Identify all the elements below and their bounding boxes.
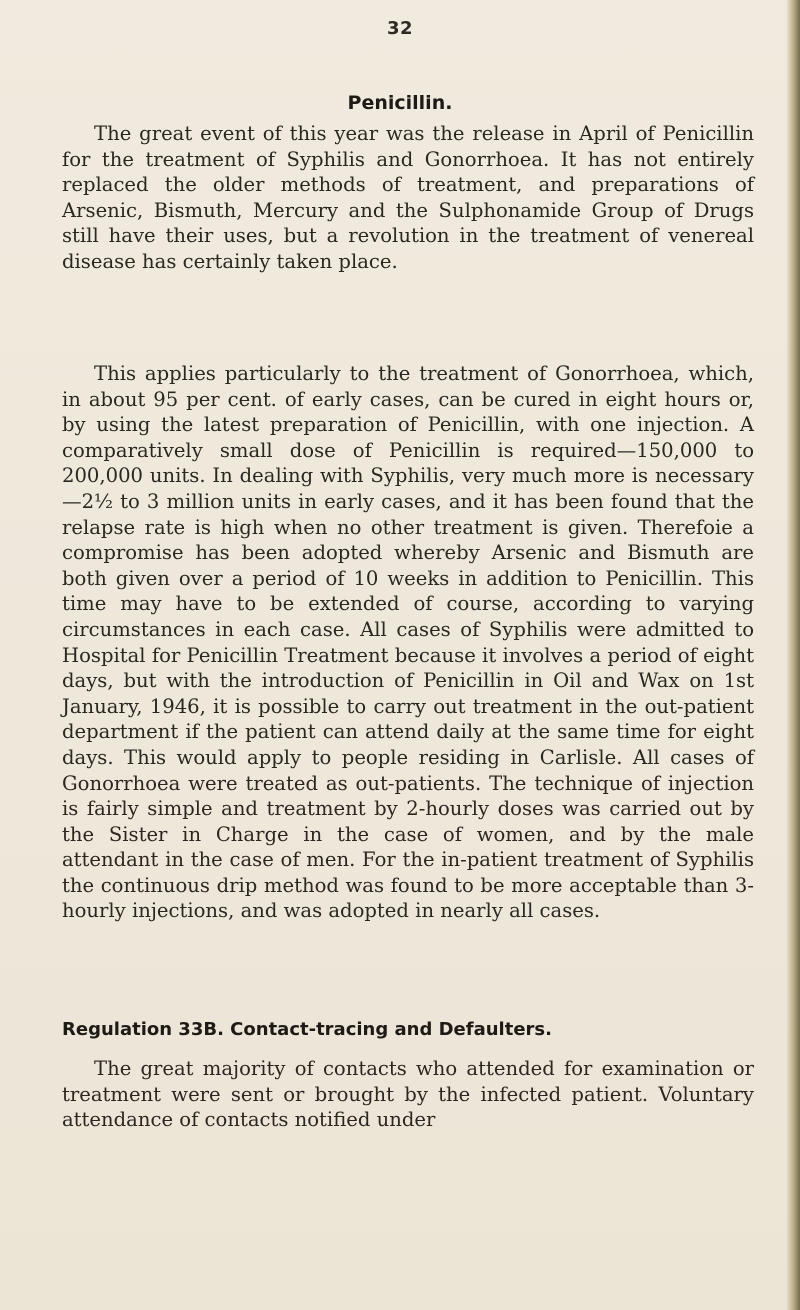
page-number: 32 <box>386 18 414 39</box>
penicillin-heading: Penicillin. <box>347 92 453 114</box>
penicillin-paragraph-1: The great event of this year was the release in April of Penicillin for the treatment of Syphilis and Gonorrhoea. It has not entirely replaced the older methods of treatment, and preparations of Arsenic, Bismuth, Mercury and the Sulphonamide Group of Drugs still have their uses, but a revolution in the treatment of venereal disease has certainly taken place. <box>62 122 754 273</box>
penicillin-paragraph-2: This applies particularly to the treatment of Gonorrhoea, which, in about 95 per cent. of early cases, can be cured in eight hours or, by using the latest preparation of Penicillin, with one injection. A comparatively small dose of Penicillin is required—150,000 to 200,000 units. In dealing with Syphilis, very much more is necessary—2½ to 3 million units in early cases, and it has been found that the relapse rate is high when no other treatment is given. Therefoie a compromise has been adopted whereby Arsenic and Bismuth are both given over a period of 10 weeks in addition to Penicillin. This time may have to be extended of course, according to varying circumstances in each case. All cases of Syphilis were admitted to Hospital for Penicillin Treatment because it involves a period of eight days, but with the introduction of Penicillin in Oil and Wax on 1st January, 1946, it is possible to carry out treatment in the out-patient department if the patient can attend daily at the same time for eight days. This would apply to people residing in Carlisle. All cases of Gonorrhoea were treated as out-patients. The technique of injection is fairly simple and treatment by 2-hourly doses was carried out by the Sister in Charge in the case of women, and by the male attendant in the case of men. For the in-patient treatment of Syphilis the continuous drip method was found to be more acceptable than 3-hourly injections, and was adopted in nearly all cases. <box>62 362 754 923</box>
regulation-paragraph-1: The great majority of contacts who attended for examination or treatment were sent or brought by the infected patient. Voluntary attendance of contacts notified under <box>62 1057 754 1132</box>
regulation-heading: Regulation 33B. Contact-tracing and Defaulters. <box>62 1019 552 1040</box>
page-edge-shadow <box>786 0 800 1310</box>
